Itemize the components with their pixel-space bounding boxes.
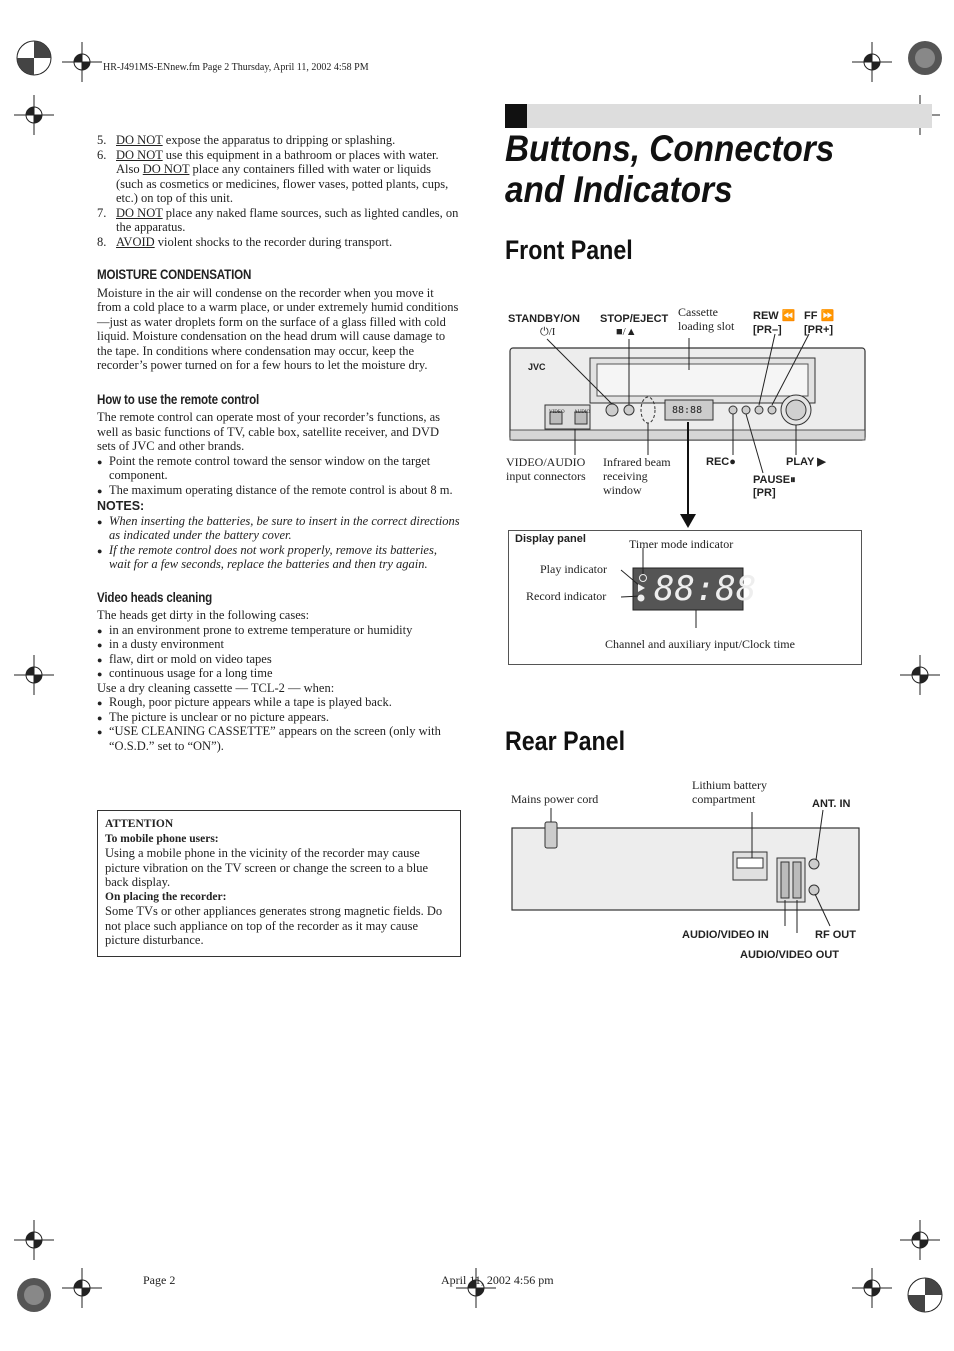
crosshair-mark-icon xyxy=(14,655,54,695)
pause-label: PAUSE⏸ xyxy=(753,474,796,486)
registration-mark-icon xyxy=(905,38,945,78)
safety-list xyxy=(97,133,460,249)
display-digits: 88:88 xyxy=(654,569,757,609)
page-number: Page 2 xyxy=(143,1273,176,1287)
rew-label: REW ⏪ xyxy=(753,310,796,322)
crosshair-mark-icon xyxy=(852,42,892,82)
list-item: ● flaw, dirt or mold on video tapes xyxy=(97,652,460,667)
page-title: Buttons, Connectors and Indicators xyxy=(505,128,835,210)
record-icon: ● xyxy=(729,456,736,468)
list-item: ● in an environment prone to extreme temperature or humidity xyxy=(97,623,460,638)
ff-label: FF ⏩ xyxy=(804,310,835,322)
play-label: PLAY ▶ xyxy=(786,456,826,468)
list-item: 6. DO NOT use this equipment in a bathroom or places with water. Also DO NOT place any containers filled with water or liquids (such as cosmetics or medicines, flower vases, potted plants, cups, etc.) on top of this unit. xyxy=(97,147,449,205)
rewind-icon: ⏪ xyxy=(781,310,796,322)
moisture-text: Moisture in the air will condense on the recorder when you move it from a cold place to a warm place, or under extremely humid conditions—just as water droplets form on the surface of a glass filled with cold liquid. Moisture condensation on the head drum will cause damage to the tape. In conditions where condensation may occur, keep the recorder’s power turned on for a few hours to let the moisture dry. xyxy=(97,285,459,372)
crosshair-mark-icon xyxy=(62,42,102,82)
title-square xyxy=(505,104,527,128)
audio-tiny-label: AUDIO xyxy=(574,410,591,415)
title-bar xyxy=(505,104,932,128)
cassette-slot-label: Cassette loading slot xyxy=(678,305,735,333)
front-panel-diagram xyxy=(505,330,870,530)
av-out-label: AUDIO/VIDEO OUT xyxy=(740,949,840,961)
list-item: ● The maximum operating distance of the remote control is about 8 m. xyxy=(97,483,460,498)
timer-mode-label: Timer mode indicator xyxy=(629,537,734,551)
file-header: HR-J491MS-ENnew.fm Page 2 Thursday, April 11, 2002 4:58 PM xyxy=(103,62,369,73)
attention-box xyxy=(97,810,461,957)
pause-icon: ⏸ xyxy=(790,474,796,486)
attention-sub1: To mobile phone users: xyxy=(105,832,219,845)
record-indicator-label: Record indicator xyxy=(526,589,607,603)
attention-title: ATTENTION xyxy=(105,818,174,830)
heads-heading: Video heads cleaning xyxy=(97,589,213,605)
standby-symbol: ⏻/I xyxy=(540,326,556,338)
notes-heading: NOTES: xyxy=(97,499,145,513)
rear-panel-diagram xyxy=(505,808,870,933)
rear-panel-heading: Rear Panel xyxy=(505,726,626,756)
crosshair-mark-icon xyxy=(62,1268,102,1308)
ff-sub-label: [PR+] xyxy=(804,324,834,336)
mains-label: Mains power cord xyxy=(511,792,599,806)
display-panel-title: Display panel xyxy=(515,533,586,545)
ant-in-label: ANT. IN xyxy=(812,798,851,810)
registration-mark-icon xyxy=(14,38,54,78)
attention-text2: Some TVs or other appliances generates strong magnetic fields. Do not place such appliance on top of the recorder as it may cause picture disturbance. xyxy=(105,904,443,947)
crosshair-mark-icon xyxy=(852,1268,892,1308)
infrared-label: Infrared beam receiving window xyxy=(603,455,671,497)
rec-label: REC● xyxy=(706,456,736,468)
crosshair-mark-icon xyxy=(14,95,54,135)
footer-date: April 11, 2002 4:56 pm xyxy=(441,1273,554,1287)
registration-mark-icon xyxy=(905,1275,945,1315)
video-tiny-label: VIDEO xyxy=(549,410,565,415)
list-item: ● continuous usage for a long time xyxy=(97,666,460,681)
heads-intro: The heads get dirty in the following cases: xyxy=(97,608,310,622)
stop-eject-symbol: ■/▲ xyxy=(616,326,637,338)
av-in-label: AUDIO/VIDEO IN xyxy=(682,929,769,941)
fast-forward-icon: ⏩ xyxy=(820,310,835,322)
front-display-digits: 88:88 xyxy=(672,405,703,416)
attention-sub2: On placing the recorder: xyxy=(105,890,227,903)
left-column xyxy=(97,133,460,753)
pause-sub-label: [PR] xyxy=(753,487,776,499)
crosshair-mark-icon xyxy=(900,1220,940,1260)
rew-sub-label: [PR–] xyxy=(753,324,782,336)
channel-label: Channel and auxiliary input/Clock time xyxy=(605,637,795,651)
video-audio-label: VIDEO/AUDIO input connectors xyxy=(506,455,586,483)
list-item: ● “USE CLEANING CASSETTE” appears on the screen (only with “O.S.D.” set to “ON”). xyxy=(97,724,460,753)
crosshair-mark-icon xyxy=(900,655,940,695)
moisture-heading: MOISTURE CONDENSATION xyxy=(97,267,252,282)
heads-use-text: Use a dry cleaning cassette — TCL-2 — when: xyxy=(97,680,335,695)
list-item: 5. DO NOT expose the apparatus to dripping or splashing. xyxy=(97,133,396,147)
list-item: ● If the remote control does not work properly, remove its batteries, wait for a few seconds, replace the batteries and then try again. xyxy=(97,543,460,572)
list-item: 8. AVOID violent shocks to the recorder during transport. xyxy=(97,234,393,249)
list-item: ● When inserting the batteries, be sure to insert in the correct directions as indicated under the battery cover. xyxy=(97,514,460,543)
standby-label: STANDBY/ON xyxy=(508,313,580,325)
crosshair-mark-icon xyxy=(14,1220,54,1260)
lithium-label: Lithium battery compartment xyxy=(692,778,767,806)
attention-text1: Using a mobile phone in the vicinity of the recorder may cause picture vibration on the TV screen or change the screen to a blue back display. xyxy=(105,846,429,889)
front-panel-heading: Front Panel xyxy=(505,235,633,265)
list-item: 7. DO NOT place any naked flame sources, such as lighted candles, on the apparatus. xyxy=(97,205,459,234)
registration-mark-icon xyxy=(14,1275,54,1315)
play-indicator-label: Play indicator xyxy=(540,562,607,576)
play-icon: ▶ xyxy=(817,456,826,468)
remote-text: The remote control can operate most of your recorder’s functions, as well as basic functions of TV, cable box, satellite receiver, and DVD sets of JVC and other brands. xyxy=(97,410,441,453)
list-item: ● The picture is unclear or no picture appears. xyxy=(97,710,460,725)
brand-logo: JVC xyxy=(528,362,546,372)
rf-out-label: RF OUT xyxy=(815,929,856,941)
remote-heading: How to use the remote control xyxy=(97,391,260,407)
list-item: ● Rough, poor picture appears while a tape is played back. xyxy=(97,695,460,710)
list-item: ● in a dusty environment xyxy=(97,637,460,652)
list-item: ● Point the remote control toward the sensor window on the target component. xyxy=(97,454,460,483)
stop-eject-label: STOP/EJECT xyxy=(600,313,669,325)
